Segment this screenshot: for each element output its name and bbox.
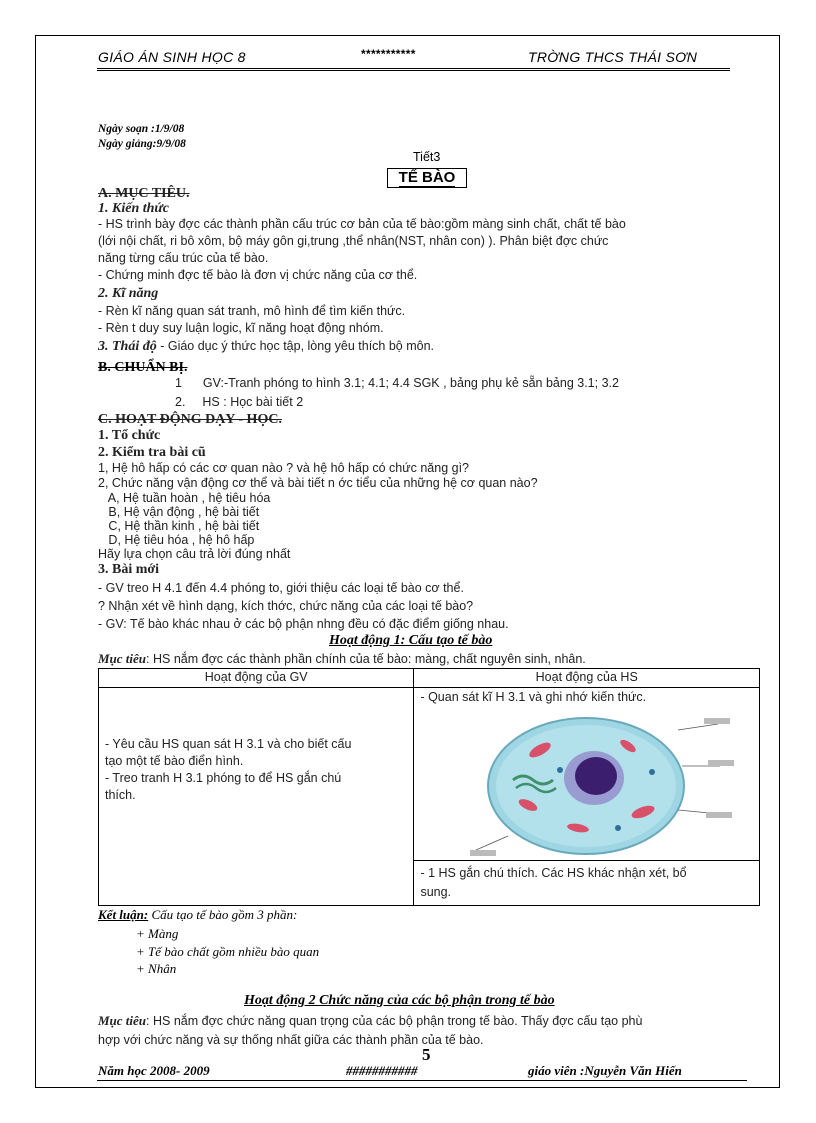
activity1-title (329, 633, 492, 649)
activity1-goal (98, 651, 586, 667)
activity1-table (98, 668, 760, 906)
section-c-heading: C. HOẠT ĐỘNG DẠY - HỌC. (98, 412, 282, 427)
new-lesson-line: ? Nhận xét về hình dạng, kích thớc, chức năng của các loại tế bào? (98, 599, 474, 613)
ribosome (649, 769, 655, 775)
hs-prep-text: HS : Học bài tiết 2 (202, 395, 304, 409)
prep-date: Ngày soạn :1/9/08 (98, 123, 185, 135)
gv-prep-text: GV:-Tranh phóng to hình 3.1; 4.1; 4.4 SGK , bảng phụ kẻ sẵn bảng 3.1; 3.2 (202, 376, 619, 390)
conclusion-label: Kết luận: (98, 907, 149, 922)
animal-cell-illustration (468, 710, 738, 860)
section-a-heading: A. MỤC TIÊU. (98, 186, 190, 201)
check-line: 1, Hệ hô hấp có các cơ quan nào ? và hệ hô hấp có chức năng gì? (98, 461, 469, 475)
conclusion-list (136, 925, 319, 978)
hs-activity-top: - Quan sát kĩ H 3.1 và ghi nhớ kiến thức. (420, 690, 647, 704)
hs-activity-line: sung. (420, 885, 452, 899)
gv-prep-num: 1 (175, 376, 182, 390)
gv-activity-cell (99, 688, 414, 906)
activity1-title-text: Hoạt động 1: Cấu tạo tế bào (329, 633, 493, 648)
knowledge-line: (lới nội chất, ri bô xôm, bộ máy gôn gi,trung ,thể nhân(NST, nhân con) ). Phân biệt đợc chức (98, 234, 609, 248)
gv-activity-line: tạo một tế bào điển hình. (105, 754, 244, 768)
skills-line: - Rèn kĩ năng quan sát tranh, mô hình để tìm kiến thức. (98, 304, 406, 318)
teach-date: Ngày giảng:9/9/08 (98, 138, 186, 150)
section-a (98, 186, 763, 356)
answer-c: C, Hệ thần kinh , hệ bài tiết (98, 519, 260, 533)
activity2-title (244, 993, 555, 1009)
new-lesson-heading: 3. Bài mới (98, 562, 160, 577)
knowledge-line: năng từng cấu trúc của tế bào. (98, 251, 269, 265)
header-center: *********** (361, 47, 416, 61)
attitude-heading: 3. Thái độ (98, 339, 157, 354)
gv-prep-row (175, 376, 619, 390)
label-placeholder (470, 850, 496, 856)
footer-center: ########### (346, 1063, 418, 1078)
lesson-number: Tiết3 (413, 150, 441, 164)
conclusion-item: + Nhân (136, 961, 177, 976)
skills-heading: 2. Kĩ năng (98, 286, 159, 301)
header-rule-2 (97, 70, 730, 71)
activity1-goal-text: : HS nắm đợc các thành phần chính của tế bào: màng, chất nguyên sinh, nhân. (146, 652, 586, 666)
col-gv-header: Hoạt động của GV (99, 669, 414, 688)
section-c (98, 412, 763, 633)
header-rule (97, 68, 730, 69)
lesson-title: TẾ BÀO (398, 169, 456, 186)
hs-prep-num: 2. (175, 395, 186, 409)
hs-prep-row (175, 395, 303, 409)
conclusion-row (98, 907, 297, 923)
label-placeholder (708, 760, 734, 766)
nucleus (575, 757, 617, 795)
lesson-title-box (387, 168, 467, 188)
hs-cell-divider (414, 860, 759, 861)
page-number: 5 (422, 1045, 431, 1064)
activity2-goal (98, 1011, 642, 1050)
answer-a: A, Hệ tuần hoàn , hệ tiêu hóa (98, 491, 271, 505)
knowledge-line: - HS trình bày đợc các thành phần cấu trúc cơ bản của tế bào:gồm màng sinh chất, chất tế bào (98, 217, 626, 231)
skills-line: - Rèn t duy suy luận logic, kĩ năng hoạt động nhóm. (98, 321, 384, 335)
label-placeholder (706, 812, 732, 818)
org-heading: 1. Tổ chức (98, 428, 161, 443)
label-line (476, 836, 508, 850)
check-instruction: Hãy lựa chọn câu trả lời đúng nhất (98, 547, 291, 561)
gv-activity-line: - Yêu cầu HS quan sát H 3.1 và cho biết cấu (105, 737, 352, 751)
gv-activity-line: thích. (105, 788, 136, 802)
label-placeholder (704, 718, 730, 724)
knowledge-heading: 1. Kiến thức (98, 201, 170, 216)
header-left: GIÁO ÁN SINH HỌC 8 (98, 49, 246, 65)
footer-left: Năm học 2008- 2009 (98, 1063, 210, 1078)
activity2-title-text: Hoạt động 2 Chức năng của các bộ phận trong tế bào (244, 993, 555, 1008)
col-hs-header: Hoạt động của HS (414, 669, 760, 688)
check-line: 2, Chức năng vận động cơ thể và bài tiết n ớc tiểu của những hệ cơ quan nào? (98, 476, 538, 490)
answer-b: B, Hệ vận động , hệ bài tiết (98, 505, 260, 519)
activity2-goal-label: Mục tiêu (98, 1013, 147, 1028)
new-lesson-line: - GV: Tế bào khác nhau ở các bộ phận nhng đều có đặc điểm giống nhau. (98, 617, 509, 631)
activity1-goal-label: Mục tiêu (98, 651, 147, 666)
hs-activity-line: - 1 HS gắn chú thích. Các HS khác nhận xét, bổ (420, 866, 687, 880)
label-line (678, 724, 718, 730)
new-lesson-line: - GV treo H 4.1 đến 4.4 phóng to, giới thiệu các loại tế bào cơ thể. (98, 581, 464, 595)
footer-rule (97, 1080, 747, 1081)
hs-activity-bottom (420, 864, 753, 902)
footer-right: giáo viên :Nguyễn Văn Hiến (528, 1063, 682, 1078)
check-heading: 2. Kiểm tra bài cũ (98, 445, 206, 460)
gv-activity-line: - Treo tranh H 3.1 phóng to để HS gắn chú (105, 771, 342, 785)
conclusion-item: + Tế bào chất gồm nhiều bào quan (136, 943, 320, 959)
header-right: TRỜNG THCS THÁI SƠN (528, 49, 698, 65)
hs-activity-cell (414, 688, 760, 906)
attitude-text: - Giáo dục ý thức học tập, lòng yêu thích bộ môn. (156, 339, 435, 353)
activity2-goal-line: hợp với chức năng và sự thống nhất giữa các thành phần của tế bào. (98, 1033, 484, 1047)
attitude-row (98, 337, 763, 356)
ribosome (615, 825, 621, 831)
conclusion-item: + Màng (136, 926, 179, 941)
activity2-goal-line: : HS nắm đợc chức năng quan trọng của các bộ phận trong tế bào. Thấy đợc cấu tạo phù (146, 1014, 643, 1028)
ribosome (557, 767, 563, 773)
answer-d: D, Hệ tiêu hóa , hệ hô hấp (98, 533, 255, 547)
conclusion-text: Cấu tạo tế bào gồm 3 phần: (148, 907, 298, 922)
knowledge-line: - Chứng minh đợc tế bào là đơn vị chức năng của cơ thể. (98, 268, 418, 282)
section-b-heading: B. CHUẨN BỊ. (98, 360, 188, 375)
